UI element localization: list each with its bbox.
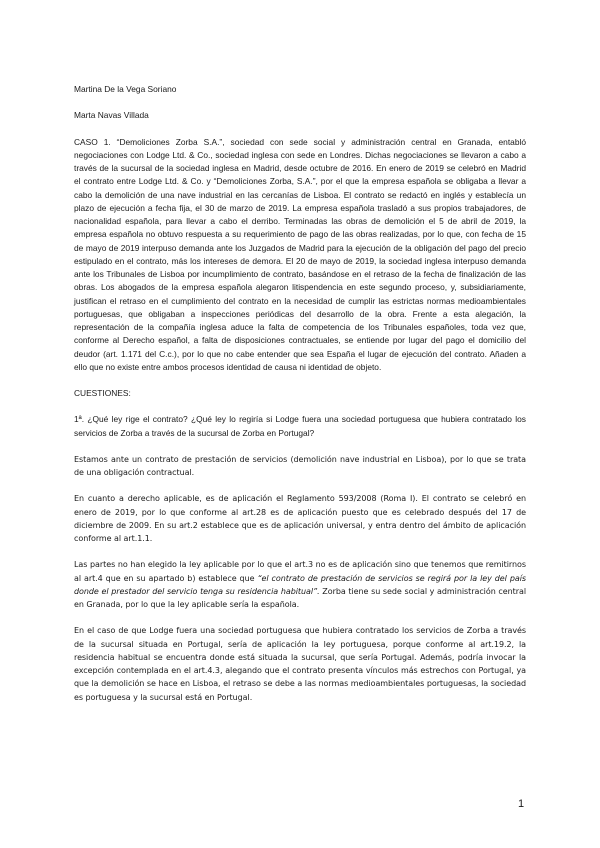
question-1: 1ª. ¿Qué ley rige el contrato? ¿Qué ley lo regiría si Lodge fuera una sociedad portuguesa que hubiera contratado los servicios de Zorba a través de la sucursal de Zorba en Portugal? [74, 414, 526, 438]
answer-3-quote: “el contrato de prestación de servicios se regirá por la ley del país donde el prestador del servicio tenga su residencia habitual”. [74, 573, 526, 596]
document-body [74, 83, 526, 717]
author-name-2: Marta Navas Villada [74, 110, 149, 121]
answer-3-conclusion: Zorba tiene su sede social y administración central en Granada, por lo que la ley aplicable sería la española. [74, 586, 526, 609]
answer-paragraph-3 [74, 558, 526, 611]
answer-paragraph-4: En el caso de que Lodge fuera una sociedad portuguesa que hubiera contratado los servicios de Zorba a través de la sucursal situada en Portugal, sería de aplicación la ley portuguesa, porque conforme al art.19.2, la residencia habitual se encuentra donde está situada la sucursal, que sería Portugal. Además, podría invocar la excepción contemplada en el art.4.3, alegando que el contrato presenta vínculos más estrechos con Portugal, ya que la demolición se hace en Lisboa, el retraso se debe a las normas medioambientales portuguesas, la sociedad es portuguesa y la sucursal está en Portugal. [74, 626, 526, 702]
author-name-1: Martina De la Vega Soriano [74, 84, 177, 94]
case-statement: CASO 1. “Demoliciones Zorba S.A.”, sociedad con sede social y administración central en Granada, entabló negociaciones con Lodge Ltd. & Co., sociedad inglesa con sede en Londres. Dichas negociaciones se llevaron a cabo a través de la sucursal de la sociedad inglesa en Madrid, desde octubre de 2016. En enero de 2019 se celebró en Madrid el contrato entre Lodge Ltd. & Co. y “Demoliciones Zorba, S.A.”, por el que la empresa española se obligaba a llevar a cabo la demolición de una nave industrial en las cercanías de Lisboa. El contrato se redactó en inglés y establecía un plazo de ejecución a fecha fija, el 30 de marzo de 2019. La empresa española trasladó a sus propios trabajadores, de nacionalidad española, para llevar a cabo el derribo. Terminadas las obras de demolición el 5 de abril de 2019, la empresa española no obtuvo respuesta a su requerimiento de pago de las obras realizadas, por lo que, con fecha de 15 de mayo de 2019 interpuso demanda ante los Juzgados de Madrid para la ejecución de la obligación del pago del precio estipulado en el contrato, más los intereses de demora. El 20 de mayo de 2019, la sociedad inglesa interpuso demanda ante los Tribunales de Lisboa por incumplimiento de contrato, basándose en el retraso de la fecha de finalización de las obras. Los abogados de la empresa española alegaron litispendencia en este segundo proceso, y, subsidiariamente, justifican el retraso en el cumplimiento del contrato en la necesidad de cumplir las estrictas normas medioambientales portuguesas, que obligaban a inspecciones periódicas del desarrollo de la obra. Frente a esta alegación, la representación de la compañía inglesa aduce la falta de competencia de los Tribunales españoles, toda vez que, conforme al Derecho español, a falta de disposiciones contractuales, se entiende por lugar del pago el domicilio del deudor (art. 1.171 del C.c.), por lo que no cabe entender que sea España el lugar de ejecución del contrato. Añaden a ello que no existe entre ambos procesos identidad de causa ni identidad de objeto. [74, 136, 526, 372]
page-number: 1 [518, 798, 525, 810]
cuestiones-heading: CUESTIONES: [74, 388, 131, 398]
answer-3-intro: Las partes no han elegido la ley aplicable por lo que el art.3 no es de aplicación sino que tenemos que remitirnos al art.4 que en su apartado b) establece que [74, 560, 526, 583]
answer-paragraph-1: Estamos ante un contrato de prestación de servicios (demolición nave industrial en Lisboa), por lo que se trata de una obligación contractual. [74, 454, 526, 477]
answer-paragraph-2: En cuanto a derecho aplicable, es de aplicación el Reglamento 593/2008 (Roma I). El contrato se celebró en enero de 2019, por lo que conforme al art.28 es de aplicación puesto que es celebrado después del 17 de diciembre de 2009. En su art.2 establece que es de aplicación universal, y entra dentro del ámbito de aplicación conforme al art.1.1. [74, 494, 526, 543]
